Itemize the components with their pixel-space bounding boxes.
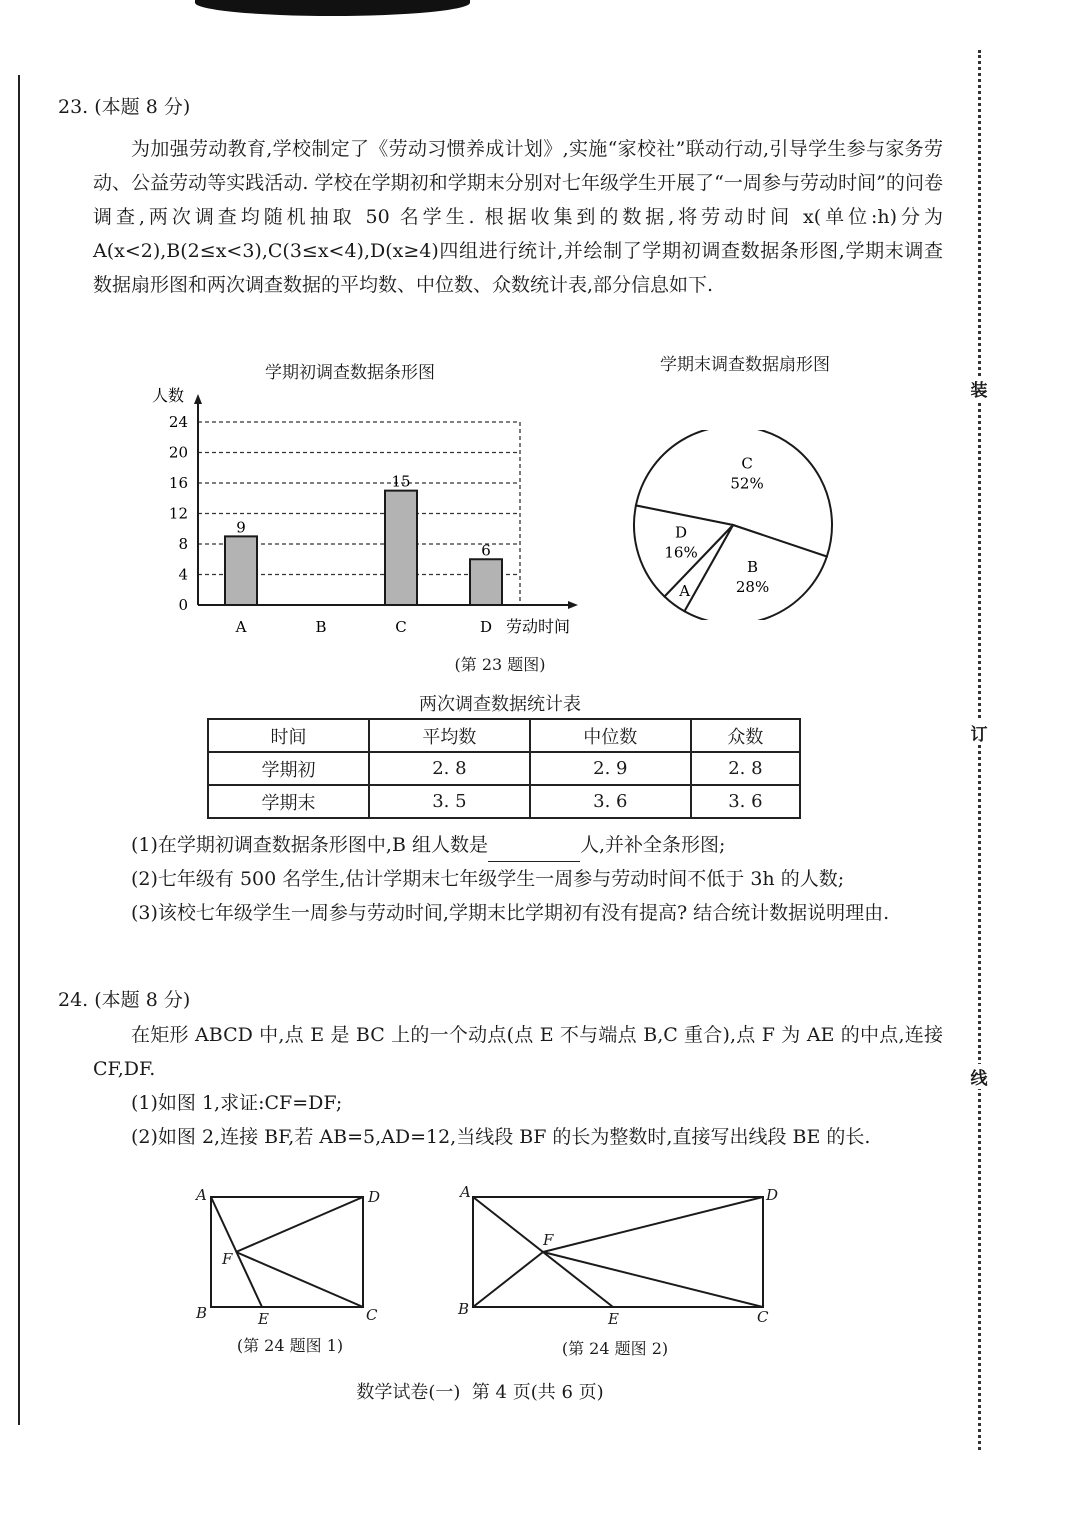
segment-fd xyxy=(236,1197,363,1252)
q24-sub1: (1)如图 1,求证:CF=DF; xyxy=(131,1092,343,1114)
pie-percent-label: 16% xyxy=(664,543,698,562)
q23-sub3: (3)该校七年级学生一周参与劳动时间,学期末比学期初有没有提高? 结合统计数据说明理由. xyxy=(131,902,890,924)
q23-sub2: (2)七年级有 500 名学生,估计学期末七年级学生一周参与劳动时间不低于 3h 的人数; xyxy=(131,868,845,890)
y-tick-label: 8 xyxy=(178,535,188,553)
scan-edge-shadow xyxy=(195,0,470,16)
x-tick-label: C xyxy=(395,618,407,636)
binding-label-xian: 线 xyxy=(966,1064,992,1089)
x-axis-label: 劳动时间 xyxy=(506,617,571,636)
pie-label: D xyxy=(675,523,688,542)
pie-percent-label: 28% xyxy=(735,577,770,596)
y-tick-label: 0 xyxy=(178,596,188,614)
q23-subquestions xyxy=(93,828,943,930)
y-tick-label: 4 xyxy=(178,565,188,584)
pie-chart xyxy=(625,430,845,620)
binding-line xyxy=(978,50,981,1450)
table-cell: 2. 8 xyxy=(369,752,530,785)
q23-sub1-text: (1)在学期初调查数据条形图中,B 组人数是 xyxy=(131,834,488,856)
table-cell: 学期末 xyxy=(208,785,369,818)
x-tick-label: D xyxy=(479,618,493,636)
segment-fc xyxy=(543,1252,763,1307)
data-label: 6 xyxy=(481,541,491,560)
q24-sub2: (2)如图 2,连接 BF,若 AB=5,AD=12,当线段 BF 的长为整数时,直接写出线段 BE 的长. xyxy=(131,1126,871,1148)
y-tick-label: 20 xyxy=(168,443,188,462)
bar-C xyxy=(385,491,417,605)
page-footer: 数学试卷(一) 第 4 页(共 6 页) xyxy=(356,1382,604,1403)
segment-bf xyxy=(473,1252,543,1307)
pie-label: A xyxy=(679,582,691,601)
pie-percent-label: 52% xyxy=(730,474,764,493)
pie-label: C xyxy=(741,454,753,473)
q24-fig1-caption: (第 24 题图 1) xyxy=(236,1336,344,1355)
q23-number: 23. xyxy=(58,96,89,118)
y-tick-label: 24 xyxy=(168,413,188,431)
q23-heading xyxy=(58,92,190,119)
q24-body xyxy=(93,1018,943,1154)
point-b-label: B xyxy=(458,1300,470,1318)
q24-figure-2 xyxy=(455,1180,785,1330)
q24-heading xyxy=(58,985,190,1012)
y-tick-label: 12 xyxy=(168,504,188,523)
q23-points: (本题 8 分) xyxy=(94,96,191,118)
point-c-label: C xyxy=(366,1306,378,1324)
q24-number: 24. xyxy=(58,989,89,1011)
table-header: 众数 xyxy=(691,719,800,752)
pie-label: B xyxy=(747,557,759,576)
point-d-label: D xyxy=(368,1188,381,1206)
stats-table-title: 两次调查数据统计表 xyxy=(419,694,581,715)
table-header: 中位数 xyxy=(530,719,691,752)
table-cell: 3. 6 xyxy=(530,785,691,818)
y-tick-label: 16 xyxy=(168,474,188,492)
point-a-label: A xyxy=(460,1183,471,1201)
q24-intro: 在矩形 ABCD 中,点 E 是 BC 上的一个动点(点 E 不与端点 B,C 重合),点 F 为 AE 的中点,连接 CF,DF. xyxy=(93,1024,943,1080)
bar-chart xyxy=(140,380,600,645)
q23-sub1-text-end: 人,并补全条形图; xyxy=(579,834,726,856)
point-c-label: C xyxy=(757,1308,769,1326)
table-cell: 2. 8 xyxy=(691,752,800,785)
answer-blank[interactable] xyxy=(488,843,580,862)
q23-figure-caption: (第 23 题图) xyxy=(454,655,546,674)
binding-label-ding: 订 xyxy=(966,720,992,745)
q23-intro xyxy=(93,132,943,302)
data-label: 15 xyxy=(391,472,411,491)
q24-figure-1 xyxy=(190,1182,390,1332)
point-a-label: A xyxy=(196,1186,207,1204)
table-header: 平均数 xyxy=(369,719,530,752)
point-e-label: E xyxy=(608,1310,619,1328)
segment-fc xyxy=(236,1252,363,1307)
stats-table xyxy=(207,718,801,819)
data-label: 9 xyxy=(236,518,246,537)
table-cell: 3. 5 xyxy=(369,785,530,818)
y-axis-label: 人数 xyxy=(152,386,185,405)
table-cell: 学期初 xyxy=(208,752,369,785)
bar-A xyxy=(225,536,257,605)
x-axis-arrow xyxy=(568,601,578,609)
segment-fd xyxy=(543,1197,763,1252)
y-axis-arrow xyxy=(194,394,202,404)
rectangle-abcd xyxy=(211,1197,363,1307)
point-e-label: E xyxy=(258,1310,269,1328)
pie-chart-title: 学期末调查数据扇形图 xyxy=(660,355,830,375)
point-d-label: D xyxy=(766,1186,779,1204)
point-f-label: F xyxy=(222,1250,233,1268)
table-cell: 2. 9 xyxy=(530,752,691,785)
q23-intro-text: 为加强劳动教育,学校制定了《劳动习惯养成计划》,实施“家校社”联动行动,引导学生参与家务劳动、公益劳动等实践活动. 学校在学期初和学期末分别对七年级学生开展了“一周参与劳动时间”的问卷调查,两次调查均随机抽取 50 名学生. 根据收集到的数据,将劳动时间 x(单位:h)分为 A(x<2),B(2≤x<3),C(3≤x<4),D(x≥4)四组进行统计,并绘制了学期初调查数据条形图,学期末调查数据扇形图和两次调查数据的平均数、中位数、众数统计表,部分信息如下. xyxy=(93,138,943,296)
table-cell: 3. 6 xyxy=(691,785,800,818)
point-f-label: F xyxy=(543,1231,554,1249)
q24-fig2-caption: (第 24 题图 2) xyxy=(561,1339,669,1358)
x-tick-label: A xyxy=(235,618,247,636)
bar-D xyxy=(470,559,502,605)
binding-label-zhuang: 装 xyxy=(966,376,992,401)
table-row xyxy=(208,785,800,818)
x-tick-label: B xyxy=(315,618,327,636)
point-b-label: B xyxy=(196,1304,208,1322)
q23-sub1 xyxy=(93,828,943,862)
left-margin-rule xyxy=(18,75,20,1425)
table-header-row xyxy=(208,719,800,752)
table-header: 时间 xyxy=(208,719,369,752)
q24-points: (本题 8 分) xyxy=(94,989,191,1011)
table-row xyxy=(208,752,800,785)
bar-chart-title: 学期初调查数据条形图 xyxy=(265,363,435,383)
rectangle-abcd xyxy=(473,1197,763,1307)
